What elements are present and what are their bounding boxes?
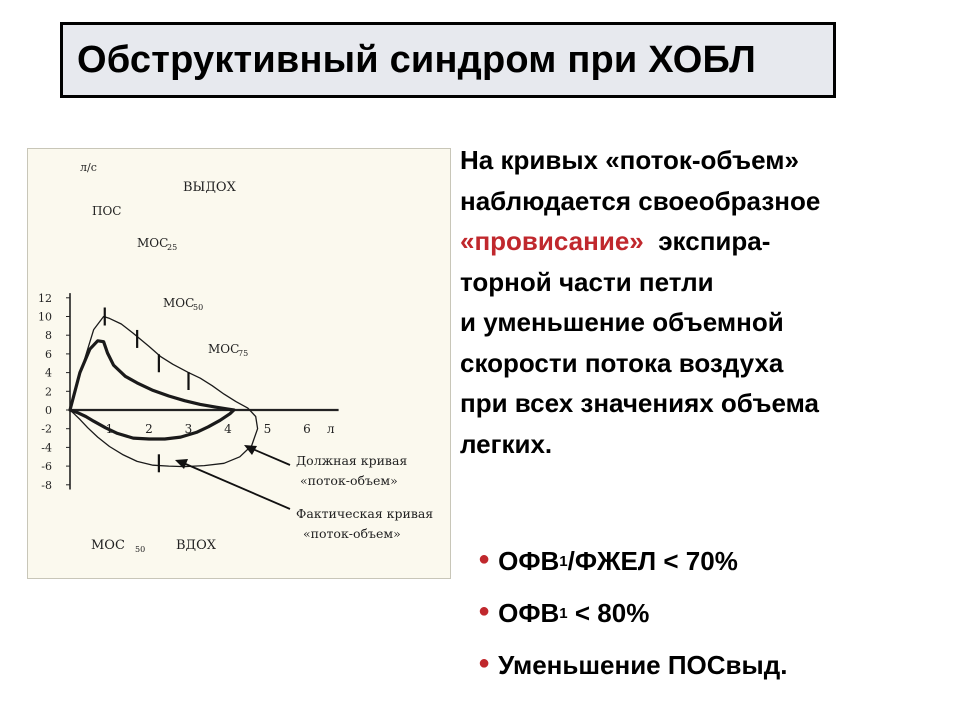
x-tick-label: 6	[303, 422, 311, 436]
desc-line-1: На кривых «поток-объем»	[460, 145, 799, 175]
label-mos50-sub: 50	[193, 303, 204, 312]
arrow-actual-line	[181, 462, 290, 509]
criteria-item-subscript: 1	[559, 604, 568, 622]
flow-volume-chart	[27, 148, 451, 579]
annotation-predicted-line2: «поток-объем»	[300, 473, 398, 488]
y-tick-label: 6	[45, 347, 52, 361]
predicted-flow-volume-curve	[70, 317, 258, 467]
y-tick-label: 4	[45, 366, 52, 380]
chart-labels	[91, 180, 433, 554]
x-tick-label: 5	[263, 422, 272, 436]
criteria-item-text: ОФВ	[498, 597, 560, 628]
y-tick-label: -6	[41, 460, 52, 474]
y-tick-label: 12	[38, 291, 52, 305]
desc-line-3-rest: экспира-	[658, 226, 771, 256]
annotation-predicted-line1: Должная кривая	[296, 453, 408, 468]
criteria-item-text: < 80%	[567, 597, 650, 628]
x-tick-label: 3	[184, 422, 193, 436]
bullet-dot-icon: ●	[478, 599, 491, 622]
y-tick-label: -4	[41, 441, 52, 455]
criteria-item-text: Уменьшение ПОСвыд.	[498, 649, 788, 680]
label-exhale: ВЫДОХ	[183, 180, 236, 195]
label-mos50-inhale-sub: 50	[135, 545, 146, 554]
chart-markers	[105, 308, 189, 473]
desc-line-7: при всех значениях объема	[460, 388, 819, 418]
x-unit-label: л	[326, 422, 335, 436]
y-tick-label: 8	[45, 329, 52, 343]
desc-line-2: наблюдается своеобразное	[460, 185, 821, 216]
slide-title-box	[60, 22, 836, 98]
label-inhale: ВДОХ	[176, 538, 217, 553]
annotation-actual-line1: Фактическая кривая	[296, 506, 434, 521]
label-mos75: МОС	[208, 342, 240, 356]
criteria-item-pef	[478, 639, 787, 691]
y-tick-label: -8	[41, 478, 52, 492]
chart-curves	[70, 317, 258, 467]
desc-line-5: и уменьшение объемной	[460, 307, 784, 337]
bullet-dot-icon: ●	[478, 547, 491, 570]
criteria-list	[478, 535, 787, 691]
label-mos25-sub: 25	[167, 243, 178, 252]
annotation-actual-line2: «поток-объем»	[303, 526, 401, 541]
label-mos25: МОС	[137, 236, 169, 250]
criteria-item-text: ОФВ	[498, 545, 560, 576]
criteria-item-text: /ФЖЕЛ < 70%	[567, 545, 738, 576]
chart-ticks	[38, 161, 335, 492]
y-tick-label: -2	[41, 422, 52, 436]
label-mos75-sub: 75	[238, 349, 249, 358]
x-tick-label: 2	[145, 422, 153, 436]
y-unit-label: л/с	[80, 161, 97, 174]
slide-title: Обструктивный синдром при ХОБЛ	[77, 38, 756, 81]
y-tick-label: 10	[38, 310, 52, 324]
x-tick-label: 1	[105, 422, 114, 436]
label-pos: ПОС	[92, 204, 122, 218]
desc-line-6: скорости потока воздуха	[460, 347, 784, 378]
desc-line-4: торной части петли	[460, 266, 714, 297]
label-mos50-inhale: МОС	[91, 538, 125, 553]
criteria-item-subscript: 1	[559, 552, 568, 570]
label-mos50: МОС	[163, 296, 195, 310]
desc-line-3	[460, 221, 940, 262]
flow-volume-chart-svg	[28, 149, 452, 580]
criteria-item-fev1-fvc	[478, 535, 787, 587]
bullet-dot-icon: ●	[478, 651, 491, 674]
desc-highlight: «провисание»	[460, 226, 644, 256]
desc-line-8: легких.	[460, 428, 553, 459]
y-tick-label: 2	[45, 385, 52, 399]
y-tick-label: 0	[45, 404, 52, 417]
slide-description	[460, 140, 940, 464]
criteria-item-fev1	[478, 587, 787, 639]
x-tick-label: 4	[224, 422, 232, 436]
